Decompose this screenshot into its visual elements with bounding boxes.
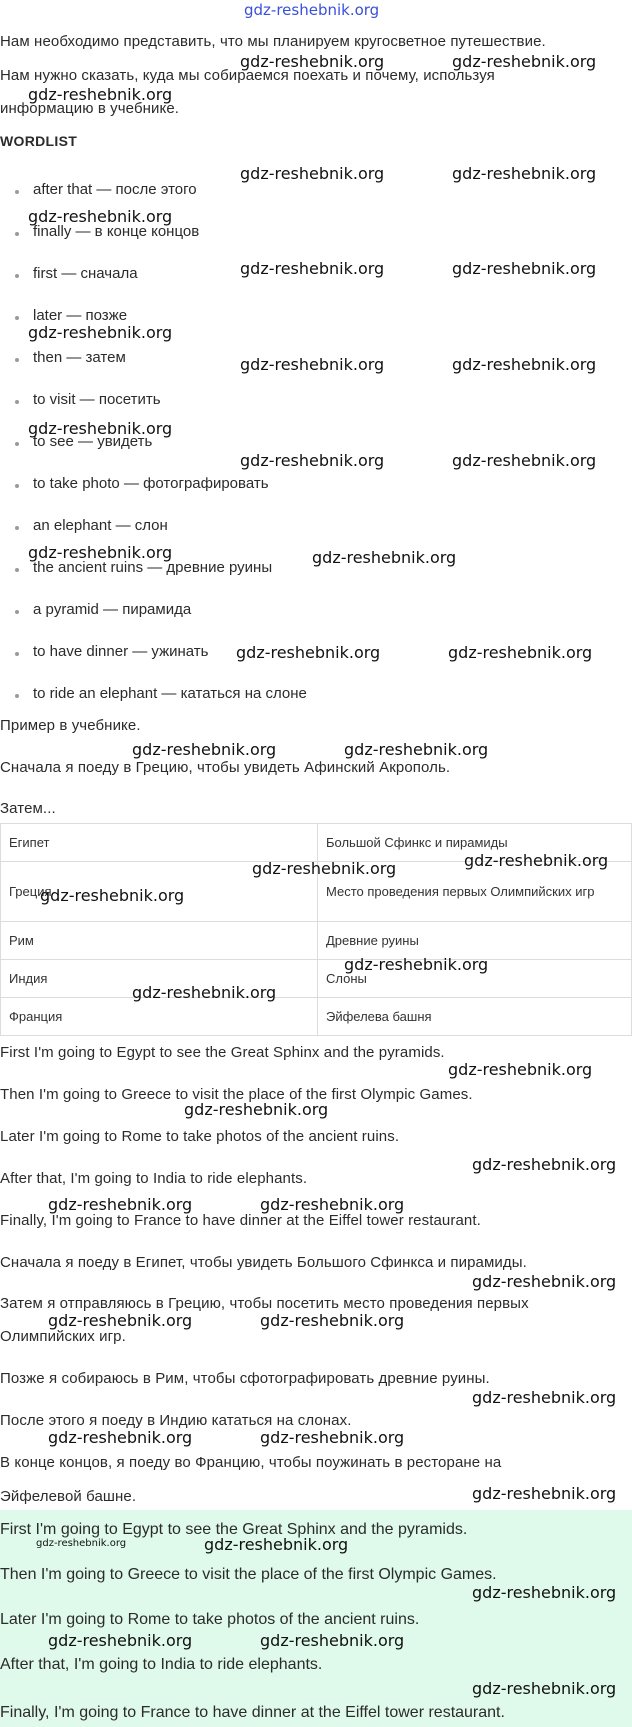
answer-line: Finally, I'm going to France to have dinner at the Eiffel tower restaurant. (0, 1704, 505, 1721)
english-sentence: Later I'm going to Rome to take photos of the ancient ruins. (0, 1128, 400, 1145)
watermark: gdz-reshebnik.org (48, 1428, 193, 1447)
watermark: gdz-reshebnik.org (240, 355, 385, 374)
bullet (15, 568, 19, 572)
watermark: gdz-reshebnik.org (204, 1535, 349, 1554)
example-sentence: Сначала я поеду в Грецию, чтобы увидеть Афинский Акрополь. (0, 759, 451, 776)
watermark: gdz-reshebnik.org (240, 52, 385, 71)
watermark: gdz-reshebnik.org (472, 1388, 617, 1407)
watermark: gdz-reshebnik.org (452, 451, 597, 470)
intro-line-2: Нам нужно сказать, куда мы собираемся поехать и почему, используя (0, 67, 495, 84)
table-cell-country: Греция (1, 862, 318, 922)
wordlist-heading: WORDLIST (0, 133, 78, 149)
watermark: gdz-reshebnik.org (448, 1060, 593, 1079)
bullet (15, 400, 19, 404)
table-cell-country: Франция (1, 998, 318, 1036)
watermark: gdz-reshebnik.org (40, 886, 185, 905)
watermark: gdz-reshebnik.org (36, 1538, 127, 1549)
bullet (15, 316, 19, 320)
watermark: gdz-reshebnik.org (252, 859, 397, 878)
table-cell-country: Египет (1, 824, 318, 862)
list-item: an elephant — слон (33, 517, 168, 534)
table-cell-place: Слоны (318, 960, 632, 998)
watermark: gdz-reshebnik.org (472, 1583, 617, 1602)
bullet (15, 610, 19, 614)
watermark: gdz-reshebnik.org (48, 1311, 193, 1330)
list-item: to have dinner — ужинать (33, 643, 209, 660)
watermark: gdz-reshebnik.org (472, 1484, 617, 1503)
russian-sentence: Эйфелевой башне. (0, 1488, 137, 1505)
answer-line: Later I'm going to Rome to take photos of the ancient ruins. (0, 1611, 420, 1628)
watermark: gdz-reshebnik.org (452, 355, 597, 374)
watermark: gdz-reshebnik.org (28, 419, 173, 438)
table-row (1, 998, 632, 1036)
list-item: to see — увидеть (33, 433, 153, 450)
bullet (15, 358, 19, 362)
english-sentence: After that, I'm going to India to ride elephants. (0, 1170, 308, 1187)
watermark: gdz-reshebnik.org (260, 1631, 405, 1650)
watermark: gdz-reshebnik.org (48, 1631, 193, 1650)
table-row (1, 922, 632, 960)
table-cell-place: Эйфелева башня (318, 998, 632, 1036)
russian-sentence: В конце концов, я поеду во Францию, чтобы поужинать в ресторане на (0, 1454, 502, 1471)
watermark: gdz-reshebnik.org (452, 52, 597, 71)
watermark: gdz-reshebnik.org (28, 207, 173, 226)
list-item: finally — в конце концов (33, 223, 200, 240)
list-item: after that — после этого (33, 181, 197, 198)
english-sentence: Then I'm going to Greece to visit the place of the first Olympic Games. (0, 1086, 473, 1103)
bullet (15, 442, 19, 446)
watermark: gdz-reshebnik.org (28, 543, 173, 562)
watermark: gdz-reshebnik.org (472, 1272, 617, 1291)
watermark: gdz-reshebnik.org (240, 451, 385, 470)
watermark: gdz-reshebnik.org (240, 164, 385, 183)
watermark: gdz-reshebnik.org (132, 740, 277, 759)
bullet (15, 484, 19, 488)
bullet (15, 190, 19, 194)
watermark-top: gdz-reshebnik.org (244, 1, 380, 19)
watermark: gdz-reshebnik.org (260, 1311, 405, 1330)
watermark: gdz-reshebnik.org (452, 259, 597, 278)
list-item: to visit — посетить (33, 391, 161, 408)
bullet (15, 274, 19, 278)
list-item: to ride an elephant — кататься на слоне (33, 685, 307, 702)
watermark: gdz-reshebnik.org (28, 85, 173, 104)
intro-line-3: информацию в учебнике. (0, 100, 180, 117)
list-item: to take photo — фотографировать (33, 475, 269, 492)
list-item: later — позже (33, 307, 128, 324)
list-item: a pyramid — пирамида (33, 601, 192, 618)
russian-sentence: Сначала я поеду в Египет, чтобы увидеть Большого Сфинкса и пирамиды. (0, 1254, 527, 1271)
watermark: gdz-reshebnik.org (344, 740, 489, 759)
table-cell-place: Большой Сфинкс и пирамиды (318, 824, 632, 862)
table-cell-country: Индия (1, 960, 318, 998)
watermark: gdz-reshebnik.org (236, 643, 381, 662)
russian-sentence: Затем я отправляюсь в Грецию, чтобы посетить место проведения первых (0, 1295, 529, 1312)
watermark: gdz-reshebnik.org (452, 164, 597, 183)
table-cell-country: Рим (1, 922, 318, 960)
russian-sentence: Позже я собираюсь в Рим, чтобы сфотографировать древние руины. (0, 1370, 490, 1387)
watermark: gdz-reshebnik.org (448, 643, 593, 662)
example-then: Затем... (0, 800, 56, 817)
watermark: gdz-reshebnik.org (260, 1428, 405, 1447)
english-sentence: First I'm going to Egypt to see the Great Sphinx and the pyramids. (0, 1044, 445, 1061)
example-label: Пример в учебнике. (0, 717, 141, 734)
watermark: gdz-reshebnik.org (472, 1155, 617, 1174)
english-sentence: Finally, I'm going to France to have dinner at the Eiffel tower restaurant. (0, 1212, 481, 1229)
list-item: first — сначала (33, 265, 138, 282)
watermark: gdz-reshebnik.org (312, 548, 457, 567)
watermark: gdz-reshebnik.org (472, 1679, 617, 1698)
watermark: gdz-reshebnik.org (48, 1195, 193, 1214)
watermark: gdz-reshebnik.org (28, 323, 173, 342)
russian-sentence: После этого я поеду в Индию кататься на слонах. (0, 1412, 352, 1429)
watermark: gdz-reshebnik.org (464, 851, 609, 870)
bullet (15, 652, 19, 656)
watermark: gdz-reshebnik.org (184, 1100, 329, 1119)
bullet (15, 694, 19, 698)
russian-sentence: Олимпийских игр. (0, 1328, 126, 1345)
list-item: then — затем (33, 349, 126, 366)
bullet (15, 232, 19, 236)
table-cell-place: Древние руины (318, 922, 632, 960)
list-item: the ancient ruins — древние руины (33, 559, 273, 576)
watermark: gdz-reshebnik.org (260, 1195, 405, 1214)
answer-line: First I'm going to Egypt to see the Great Sphinx and the pyramids. (0, 1521, 468, 1538)
intro-line-1: Нам необходимо представить, что мы планируем кругосветное путешествие. (0, 33, 546, 50)
answer-line: Then I'm going to Greece to visit the place of the first Olympic Games. (0, 1566, 497, 1583)
watermark: gdz-reshebnik.org (240, 259, 385, 278)
bullet (15, 526, 19, 530)
watermark: gdz-reshebnik.org (344, 955, 489, 974)
table-cell-place: Место проведения первых Олимпийских игр (318, 862, 632, 922)
watermark: gdz-reshebnik.org (132, 983, 277, 1002)
table-row (1, 960, 632, 998)
answer-line: After that, I'm going to India to ride elephants. (0, 1656, 323, 1673)
